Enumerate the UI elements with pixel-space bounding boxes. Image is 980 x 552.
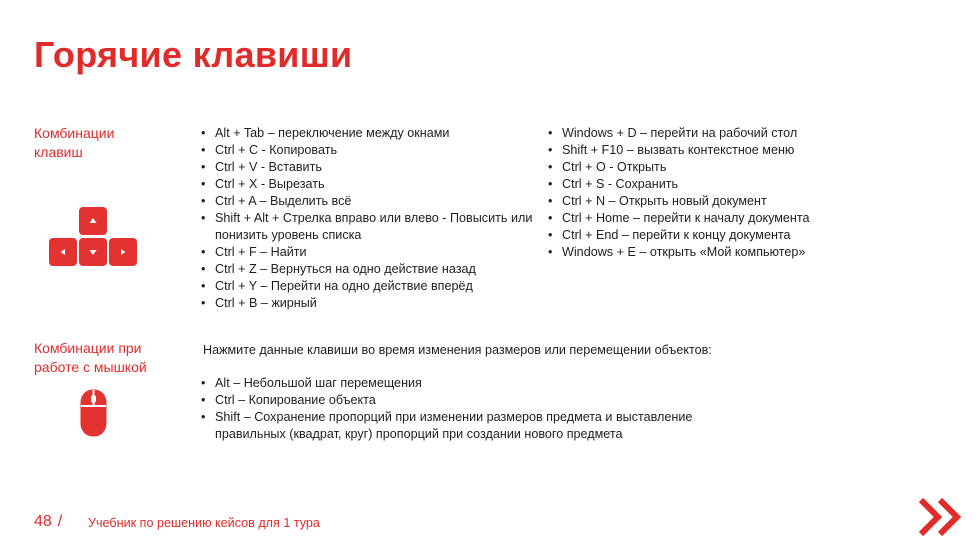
keyboard-label-line1: Комбинации [34, 125, 115, 141]
page-number-slash: / [57, 513, 63, 530]
arrow-right-key-icon [109, 238, 137, 266]
list-item: • Ctrl + C - Копировать [200, 142, 540, 159]
list-item: • Ctrl + Z – Вернуться на одно действие назад [200, 261, 540, 278]
arrow-up-key-icon [79, 207, 107, 235]
list-item: • Ctrl – Копирование объекта [200, 392, 760, 409]
keyboard-shortcuts-list-right [547, 125, 847, 261]
list-item: • Alt – Небольшой шаг перемещения [200, 375, 760, 392]
mouse-shortcuts-list [200, 375, 760, 443]
list-item: • Shift + F10 – вызвать контекстное меню [547, 142, 847, 159]
double-chevron-right-icon [918, 497, 964, 537]
list-item: • Ctrl + F – Найти [200, 244, 540, 261]
mouse-icon [80, 389, 107, 437]
arrow-down-key-icon [79, 238, 107, 266]
list-item: • Ctrl + N – Открыть новый документ [547, 193, 847, 210]
list-item: • Windows + E – открыть «Мой компьютер» [547, 244, 847, 261]
page-title: Горячие клавиши [34, 34, 353, 75]
mouse-label-line1: Комбинации при [34, 340, 142, 356]
list-item: • Ctrl + V - Вставить [200, 159, 540, 176]
mouse-intro-text: Нажмите данные клавиши во время изменения размеров или перемещении объектов: [203, 343, 712, 357]
page-number-value: 48 [34, 513, 52, 530]
mouse-label-line2: работе с мышкой [34, 359, 147, 375]
list-item: • Windows + D – перейти на рабочий стол [547, 125, 847, 142]
keyboard-shortcuts-list-left [200, 125, 540, 312]
list-item: • Ctrl + End – перейти к концу документа [547, 227, 847, 244]
list-item: • Ctrl + O - Открыть [547, 159, 847, 176]
keyboard-section-label [34, 124, 174, 162]
page-number [34, 513, 62, 531]
arrow-left-key-icon [49, 238, 77, 266]
list-item: • Shift + Alt + Стрелка вправо или влево - Повысить или понизить уровень списка [200, 210, 540, 244]
list-item: • Ctrl + X - Вырезать [200, 176, 540, 193]
list-item: • Ctrl + Y – Перейти на одно действие вперёд [200, 278, 540, 295]
list-item: • Shift – Сохранение пропорций при изменении размеров предмета и выставление правильных (квадрат, круг) пропорций при создании нового предмета [200, 409, 760, 443]
list-item: • Ctrl + Home – перейти к началу документа [547, 210, 847, 227]
list-item: • Ctrl + B – жирный [200, 295, 540, 312]
footer-caption: Учебник по решению кейсов для 1 тура [88, 516, 320, 530]
mouse-section-label [34, 339, 174, 377]
list-item: • Ctrl + S - Сохранить [547, 176, 847, 193]
list-item: • Ctrl + A – Выделить всё [200, 193, 540, 210]
keyboard-label-line2: клавиш [34, 144, 83, 160]
list-item: • Alt + Tab – переключение между окнами [200, 125, 540, 142]
